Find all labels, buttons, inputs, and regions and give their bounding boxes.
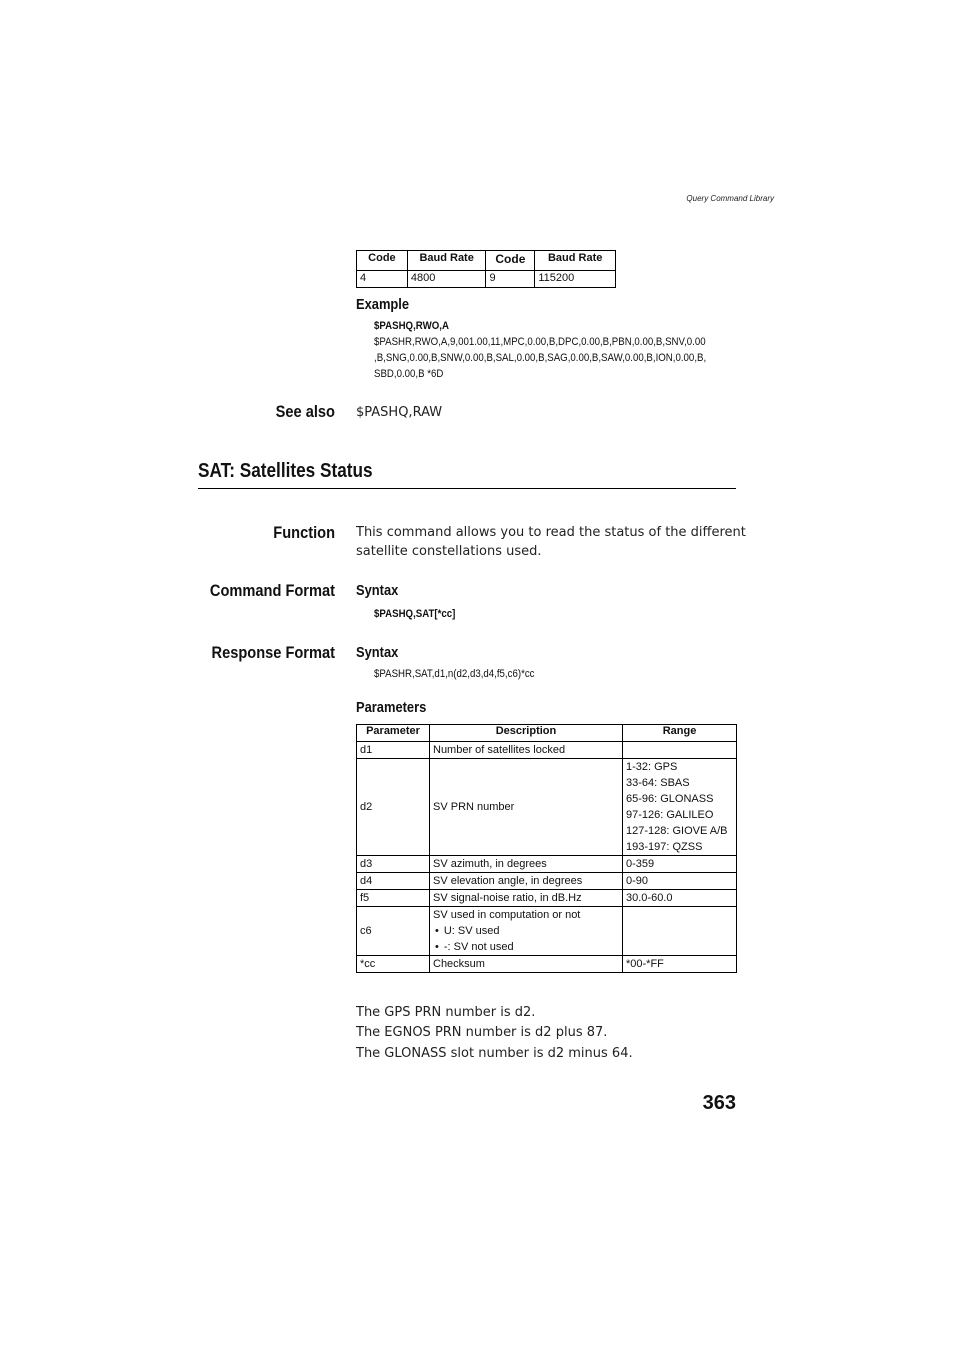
desc-cell: Number of satellites locked	[430, 742, 623, 759]
table-row	[357, 759, 737, 856]
range-cell	[623, 742, 737, 759]
example-response-line: SBD,0.00,B *6D	[374, 368, 444, 380]
param-cell: d4	[357, 873, 430, 890]
command-syntax-heading: Syntax	[356, 582, 399, 599]
table-header-cell: Parameter	[357, 725, 430, 742]
function-text-line: This command allows you to read the status of the different	[356, 525, 746, 540]
table-header-cell: Range	[623, 725, 737, 742]
range-cell	[623, 907, 737, 956]
param-cell: c6	[357, 907, 430, 956]
table-header-cell: Description	[430, 725, 623, 742]
note-gps-prn: The GPS PRN number is d2.	[356, 1005, 536, 1020]
example-heading: Example	[356, 296, 410, 313]
example-query: $PASHQ,RWO,A	[374, 320, 449, 332]
table-header-cell: Baud Rate	[535, 251, 616, 271]
desc-bullet-list	[433, 923, 619, 955]
command-syntax: $PASHQ,SAT[*cc]	[374, 608, 456, 620]
table-row	[357, 856, 737, 873]
table-header-row	[357, 725, 737, 742]
running-head: Query Command Library	[686, 194, 774, 203]
see-also-link[interactable]: $PASHQ,RAW	[356, 405, 443, 420]
desc-cell: SV azimuth, in degrees	[430, 856, 623, 873]
desc-bullet: • U: SV used	[445, 923, 619, 939]
example-response-line: ,B,SNG,0.00,B,SNW,0.00,B,SAL,0.00,B,SAG,0.00,B,SAW,0.00,B,ION,0.00,B,	[374, 352, 707, 364]
table-row	[357, 890, 737, 907]
note-egnos-prn: The EGNOS PRN number is d2 plus 87.	[356, 1025, 608, 1040]
range-line: 33-64: SBAS	[626, 777, 690, 789]
table-row	[357, 271, 616, 288]
param-cell: f5	[357, 890, 430, 907]
response-format-label: Response Format	[211, 643, 335, 662]
range-cell: *00-*FF	[623, 956, 737, 973]
note-glonass-slot: The GLONASS slot number is d2 minus 64.	[356, 1046, 633, 1061]
section-title: SAT: Satellites Status	[198, 460, 373, 482]
range-cell: 0-90	[623, 873, 737, 890]
parameters-table	[356, 724, 737, 973]
param-cell: d3	[357, 856, 430, 873]
desc-cell: SV elevation angle, in degrees	[430, 873, 623, 890]
table-header-row	[357, 251, 616, 271]
table-header-cell: Code	[486, 251, 535, 271]
range-line: 97-126: GALILEO	[626, 809, 714, 821]
function-text-line: satellite constellations used.	[356, 544, 542, 559]
page-number: 363	[702, 1092, 736, 1114]
range-line: 193-197: QZSS	[626, 841, 703, 853]
desc-cell	[430, 907, 623, 956]
param-cell: d2	[357, 759, 430, 856]
table-header-cell: Code	[357, 251, 408, 271]
table-row	[357, 873, 737, 890]
response-syntax: $PASHR,SAT,d1,n(d2,d3,d4,f5,c6)*cc	[374, 668, 535, 680]
desc-cell: SV PRN number	[430, 759, 623, 856]
param-cell: *cc	[357, 956, 430, 973]
function-label: Function	[273, 523, 335, 542]
command-format-label: Command Format	[209, 581, 335, 600]
range-line: 127-128: GIOVE A/B	[626, 825, 728, 837]
desc-cell: Checksum	[430, 956, 623, 973]
table-cell: 4800	[407, 271, 486, 288]
desc-line: SV used in computation or not	[433, 909, 581, 921]
table-row	[357, 742, 737, 759]
table-cell: 9	[486, 271, 535, 288]
baud-rate-table	[356, 250, 616, 288]
function-text	[356, 523, 746, 561]
param-cell: d1	[357, 742, 430, 759]
response-syntax-heading: Syntax	[356, 644, 399, 661]
range-cell: 0-359	[623, 856, 737, 873]
range-cell	[623, 759, 737, 856]
table-header-cell: Baud Rate	[407, 251, 486, 271]
range-line: 65-96: GLONASS	[626, 793, 714, 805]
example-response-line: $PASHR,RWO,A,9,001.00,11,MPC,0.00,B,DPC,0.00,B,PBN,0.00,B,SNV,0.00	[374, 336, 706, 348]
desc-cell: SV signal-noise ratio, in dB.Hz	[430, 890, 623, 907]
table-cell: 115200	[535, 271, 616, 288]
table-row	[357, 956, 737, 973]
table-cell: 4	[357, 271, 408, 288]
example-response	[374, 334, 744, 382]
see-also-label: See also	[275, 402, 335, 421]
range-cell: 30.0-60.0	[623, 890, 737, 907]
table-row	[357, 907, 737, 956]
desc-bullet: • -: SV not used	[445, 939, 619, 955]
parameters-heading: Parameters	[356, 699, 427, 716]
section-rule	[198, 488, 736, 489]
range-line: 1-32: GPS	[626, 761, 678, 773]
